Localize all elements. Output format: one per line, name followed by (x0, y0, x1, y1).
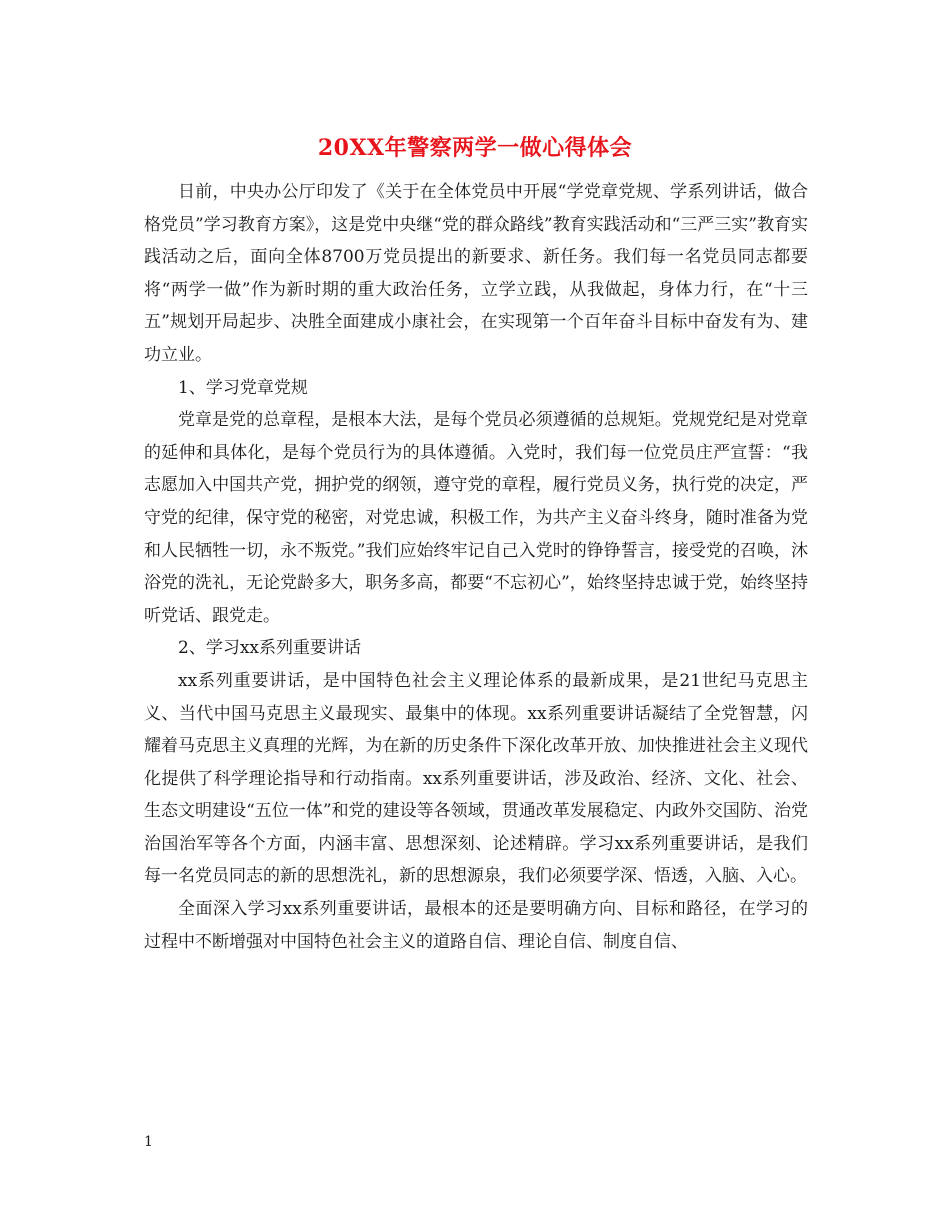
document-body (144, 176, 808, 958)
paragraph-party-constitution: 党章是党的总章程，是根本大法，是每个党员必须遵循的总规矩。党规党纪是对党章的延伸和具体化，是每个党员行为的具体遵循。入党时，我们每一位党员庄严宣誓：“我志愿加入中国共产党，拥护党的纲领，遵守党的章程，履行党员义务，执行党的决定，严守党的纪律，保守党的秘密，对党忠诚，积极工作，为共产主义奋斗终身，随时准备为党和人民牺牲一切，永不叛党。”我们应始终牢记自己入党时的铮铮誓言，接受党的召唤，沐浴党的洗礼，无论党龄多大，职务多高，都要“不忘初心”，始终坚持忠诚于党，始终坚持听党话、跟党走。 (144, 410, 808, 626)
paragraph-study-direction: 全面深入学习xx系列重要讲话，最根本的还是要明确方向、目标和路径，在学习的过程中不断增强对中国特色社会主义的道路自信、理论自信、制度自信、 (144, 899, 808, 952)
section-heading-1: 1、学习党章党规 (178, 377, 308, 398)
section-heading-2: 2、学习xx系列重要讲话 (178, 638, 361, 659)
paragraph-intro: 日前，中央办公厅印发了《关于在全体党员中开展“学党章党规、学系列讲话，做合格党员”学习教育方案》，这是党中央继“党的群众路线”教育实践活动和“三严三实”教育实践活动之后，面向全体8700万党员提出的新要求、新任务。我们每一名党员同志都要将“两学一做”作为新时期的重大政治任务，立学立践，从我做起，身体力行，在“十三五”规划开局起步、决胜全面建成小康社会，在实现第一个百年奋斗目标中奋发有为、建功立业。 (144, 182, 808, 365)
page-number: 1 (144, 1134, 153, 1150)
document-title: 20XX年警察两学一做心得体会 (317, 135, 633, 161)
paragraph-speeches: xx系列重要讲话，是中国特色社会主义理论体系的最新成果，是21世纪马克思主义、当代中国马克思主义最现实、最集中的体现。xx系列重要讲话凝结了全党智慧，闪耀着马克思主义真理的光辉，为在新的历史条件下深化改革开放、加快推进社会主义现代化提供了科学理论指导和行动指南。xx系列重要讲话，涉及政治、经济、文化、社会、生态文明建设“五位一体”和党的建设等各领域，贯通改革发展稳定、内政外交国防、治党治国治军等各个方面，内涵丰富、思想深刻、论述精辟。学习xx系列重要讲话，是我们每一名党员同志的新的思想洗礼，新的思想源泉，我们必须要学深、悟透，入脑、入心。 (144, 670, 808, 887)
